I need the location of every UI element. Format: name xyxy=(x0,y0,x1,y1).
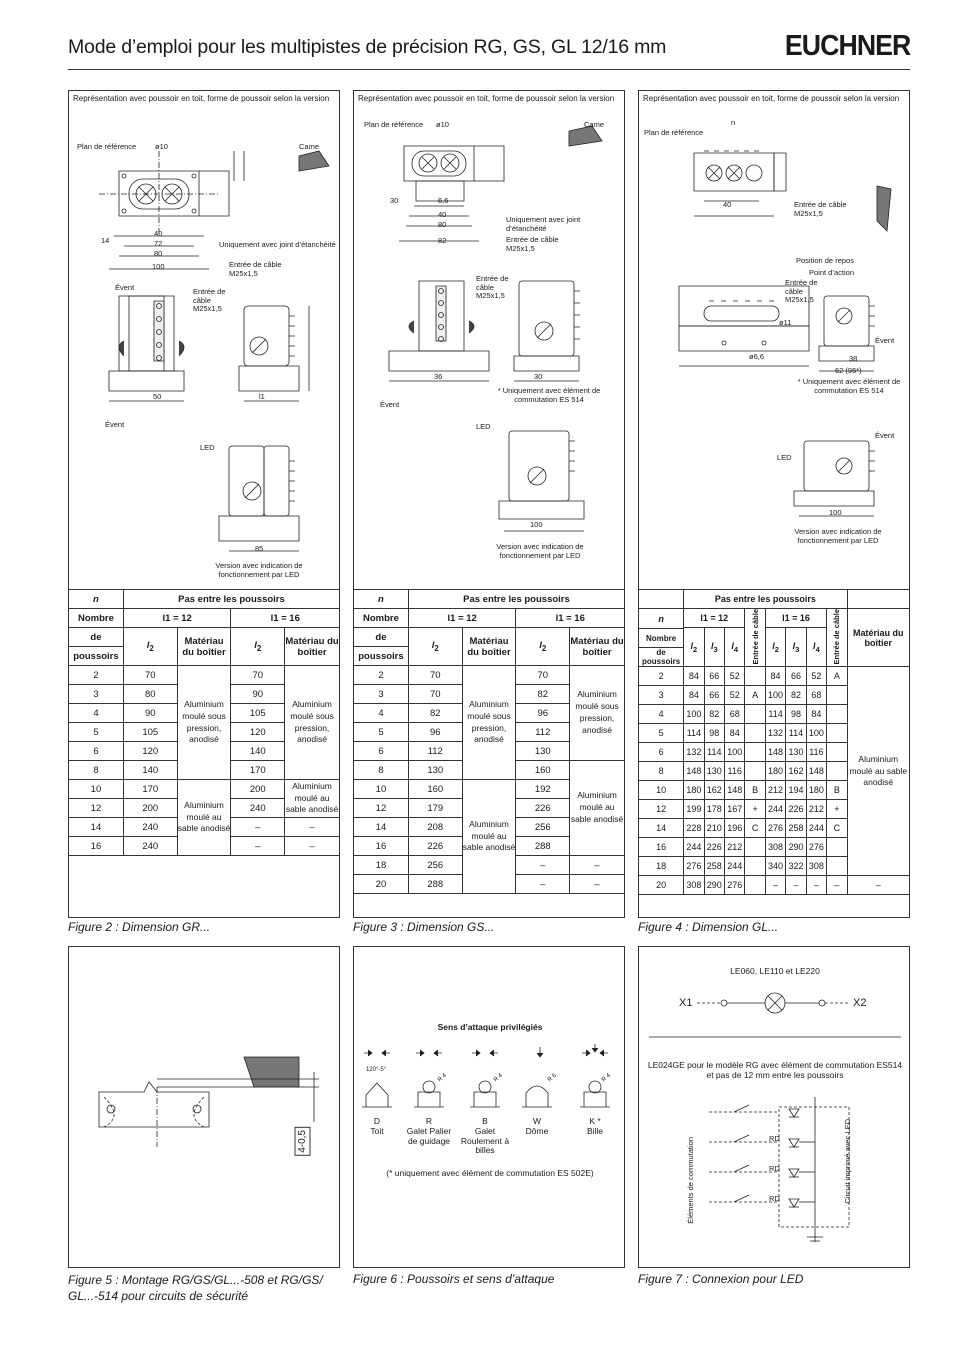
plungers-drawing xyxy=(354,947,625,1268)
representation-note: Représentation avec poussoir en toit, forme de poussoir selon la version xyxy=(643,94,900,103)
led-label: LED xyxy=(777,453,792,462)
cable-entry-label: Entrée de câble M25x1,5 xyxy=(506,235,559,253)
resistor-3: RD xyxy=(769,1194,780,1203)
radius-b: R 4 xyxy=(492,1072,504,1084)
resistor-2: RD xyxy=(769,1164,780,1173)
dim-6-6: 30 xyxy=(390,196,399,205)
brand-logo: EUCHNER xyxy=(784,30,910,62)
figure-5-panel xyxy=(68,946,340,1268)
event-label: Évent xyxy=(875,336,895,345)
figure-3-panel xyxy=(353,90,625,918)
plan-ref-label: Plan de référence xyxy=(77,142,137,151)
mounting-drawing xyxy=(69,947,340,1268)
plunger-d: D Toit xyxy=(370,1116,384,1136)
dim-85: 85 xyxy=(255,544,264,553)
es502e-note: (* uniquement avec élément de commutation ES 502E) xyxy=(386,1168,594,1178)
led-version-label: Version avec indication de fonctionnement par LED xyxy=(496,542,584,560)
led-version-label: Version avec indication de fonctionnement par LED xyxy=(215,561,303,579)
dim-68-95: 30 xyxy=(534,372,543,381)
dim-38: 38 xyxy=(849,354,858,363)
figure-6-caption: Figure 6 : Poussoirs et sens d’attaque xyxy=(353,1272,555,1286)
attack-direction-title: Sens d’attaque privilégiés xyxy=(437,1022,543,1032)
dim-100: 100 xyxy=(829,508,842,517)
dim-6-6: 14 xyxy=(101,236,110,245)
cable-entry-label: Entrée de câble M25x1,5 xyxy=(794,200,847,218)
figure-5-caption: Figure 5 : Montage RG/GS/GL...-508 et RG/GS/ GL...-514 pour circuits de sécurité xyxy=(68,1273,323,1304)
figure-4-caption: Figure 4 : Dimension GL... xyxy=(638,920,779,934)
event-label-2: Évent xyxy=(875,431,895,440)
terminal-x2: X2 xyxy=(853,997,867,1009)
dim-diam-6-6: ø6,6 xyxy=(749,352,765,361)
terminal-x1: X1 xyxy=(679,997,693,1009)
led-label: LED xyxy=(476,422,491,431)
dim-4: 4-0,5 xyxy=(295,1127,311,1156)
came-label: Came xyxy=(584,120,605,129)
radius-w: R 6 xyxy=(546,1072,558,1084)
dim-80: 40 xyxy=(438,210,447,219)
gr-dimension-drawing xyxy=(69,91,340,591)
event-label-2: Évent xyxy=(105,420,125,429)
dim-80-b: l1 xyxy=(259,392,265,401)
plunger-b: B Galet Roulement à billes xyxy=(460,1116,510,1156)
joint-label: Uniquement avec joint d’étanchéité xyxy=(506,215,581,233)
page-title: Mode d’emploi pour les multipistes de précision RG, GS, GL 12/16 mm xyxy=(68,36,667,58)
led-version-label: Version avec indication de fonctionnement par LED xyxy=(794,527,882,545)
resistor-1: RD xyxy=(769,1134,780,1143)
led-wiring-diagram xyxy=(639,947,910,1268)
dim-115: 36 xyxy=(434,372,443,381)
figure-7-panel xyxy=(638,946,910,1268)
event-label: Évent xyxy=(380,400,400,409)
came-label: Came xyxy=(299,142,320,151)
repos-label: Position de repos xyxy=(796,256,854,265)
es514-note: * Uniquement avec élément de commutation ES 514 xyxy=(497,386,601,404)
dim-72: 72 xyxy=(154,239,163,248)
plunger-r: R Galet Palier de guidage xyxy=(406,1116,452,1146)
page-header xyxy=(68,30,910,70)
figure-2-panel xyxy=(68,90,340,918)
cable-entry-label-2: Entrée de câble M25x1,5 xyxy=(785,278,818,305)
gl-dimension-table: Pas entre les poussoirs n l1 = 12 Entrée de câble l1 = 16 Entrée de câble Matériau du boîtier $l_2$ $l_3$ $l_4$ $l_2$ $l_3$ $l_4$ Nombre de poussoirs 2 84 66 52 84 66 52 A Aluminium moulé au sable anodisé 3 84 66 52 A 100 82 68 4 100 82 68 114 98 84 5 114 98 84 132 114 100 6 132 114 100 148 130 116 8 148 130 116 180 162 148 10 180 162 148 B 212 194 180 B 12 199 178 167 + 244 226 212 + 14 228 210 196 C 276 258 244 C 16 244 226 212 308 290 276 18 276 258 244 340 322 308 20 308 290 276 – – – – – xyxy=(638,589,910,895)
led-models-label: LE060, LE110 et LE220 xyxy=(730,966,820,976)
plan-ref-label: Plan de référence xyxy=(644,128,704,137)
dim-40: 40 xyxy=(154,229,163,238)
cable-entry-label: Entrée de câble M25x1,5 xyxy=(229,260,282,278)
pcb-led-label: Circuit imprimé avec LED xyxy=(843,1119,852,1204)
representation-note: Représentation avec poussoir en toit, forme de poussoir selon la version xyxy=(73,94,330,103)
gs-dimension-drawing xyxy=(354,91,625,591)
action-label: Point d’action xyxy=(809,268,855,277)
switching-elements-label: Éléments de commutation xyxy=(686,1137,695,1224)
dim-40: 40 xyxy=(723,200,732,209)
plunger-k: K * Bille xyxy=(586,1116,604,1136)
led-label: LED xyxy=(200,443,215,452)
radius-r: R 4 xyxy=(436,1072,448,1084)
dim-100: 100 xyxy=(152,262,165,271)
gs-dimension-table: n Pas entre les poussoirs Nombre l1 = 12 l1 = 16 de $l_2$ Matériau du boîtier $l_2$ Matériau du boîtier poussoirs 2 70 Aluminium moulé sous pression, anodisé 70 Aluminium moulé sous pression, anodisé 3 70 82 4 82 96 5 96 112 6 112 130 8 130 160 Aluminium moulé au sable anodisé 10 160 Aluminium moulé au sable anodisé 192 12 179 226 14 208 256 16 226 288 18 256 – – 20 288 – – xyxy=(353,589,625,894)
dim-diameter: ø10 xyxy=(436,120,449,129)
radius-k: R 4 xyxy=(600,1072,612,1084)
figure-7-caption: Figure 7 : Connexion pour LED xyxy=(638,1272,804,1286)
joint-label: Uniquement avec joint d’étanchéité xyxy=(219,240,336,249)
plan-ref-label: Plan de référence xyxy=(364,120,424,129)
figure-3-caption: Figure 3 : Dimension GS... xyxy=(353,920,495,934)
representation-note: Représentation avec poussoir en toit, forme de poussoir selon la version xyxy=(358,94,615,103)
angle-label: 120°-5° xyxy=(366,1067,387,1073)
gl-dimension-drawing xyxy=(639,91,910,591)
es514-note: * Uniquement avec élément de commutation ES 514 xyxy=(797,377,901,395)
figure-6-panel xyxy=(353,946,625,1268)
cable-entry-label-2: Entrée de câble M25x1,5 xyxy=(193,287,226,314)
cable-entry-label-2: Entrée de câble M25x1,5 xyxy=(476,274,509,301)
dim-120: 50 xyxy=(153,392,162,401)
dim-n: n xyxy=(731,118,736,127)
dim-82: 80 xyxy=(438,220,447,229)
dim-40: 6,6 xyxy=(438,196,449,205)
dim-100: 100 xyxy=(530,520,543,529)
figure-2-caption: Figure 2 : Dimension GR... xyxy=(68,920,211,934)
dim-diam-11: ø11 xyxy=(779,318,792,327)
event-label: Évent xyxy=(115,283,135,292)
plunger-w: W Dôme xyxy=(525,1116,549,1136)
dim-98: 82 xyxy=(438,236,447,245)
le024ge-note: LE024GE pour le modèle RG avec élément de commutation ES514 et pas de 12 mm entre les poussoirs xyxy=(647,1060,903,1080)
figure-4-panel xyxy=(638,90,910,918)
dim-62-95: 62 (95*) xyxy=(835,366,862,375)
dim-80: 80 xyxy=(154,249,163,258)
gr-dimension-table: n Pas entre les poussoirs Nombre l1 = 12 l1 = 16 de $l_2$ Matériau du boîtier $l_2$ Matériau du boîtier poussoirs 2 70 Aluminium moulé sous pression, anodisé 70 Aluminium moulé sous pression, anodisé 3 80 90 4 90 105 5 105 120 6 120 140 8 140 170 10 170 Aluminium moulé au sable anodisé 200 Aluminium moulé au sable anodisé 12 200 240 14 240 – – 16 240 – – xyxy=(68,589,340,856)
dim-diameter: ø10 xyxy=(155,142,168,151)
